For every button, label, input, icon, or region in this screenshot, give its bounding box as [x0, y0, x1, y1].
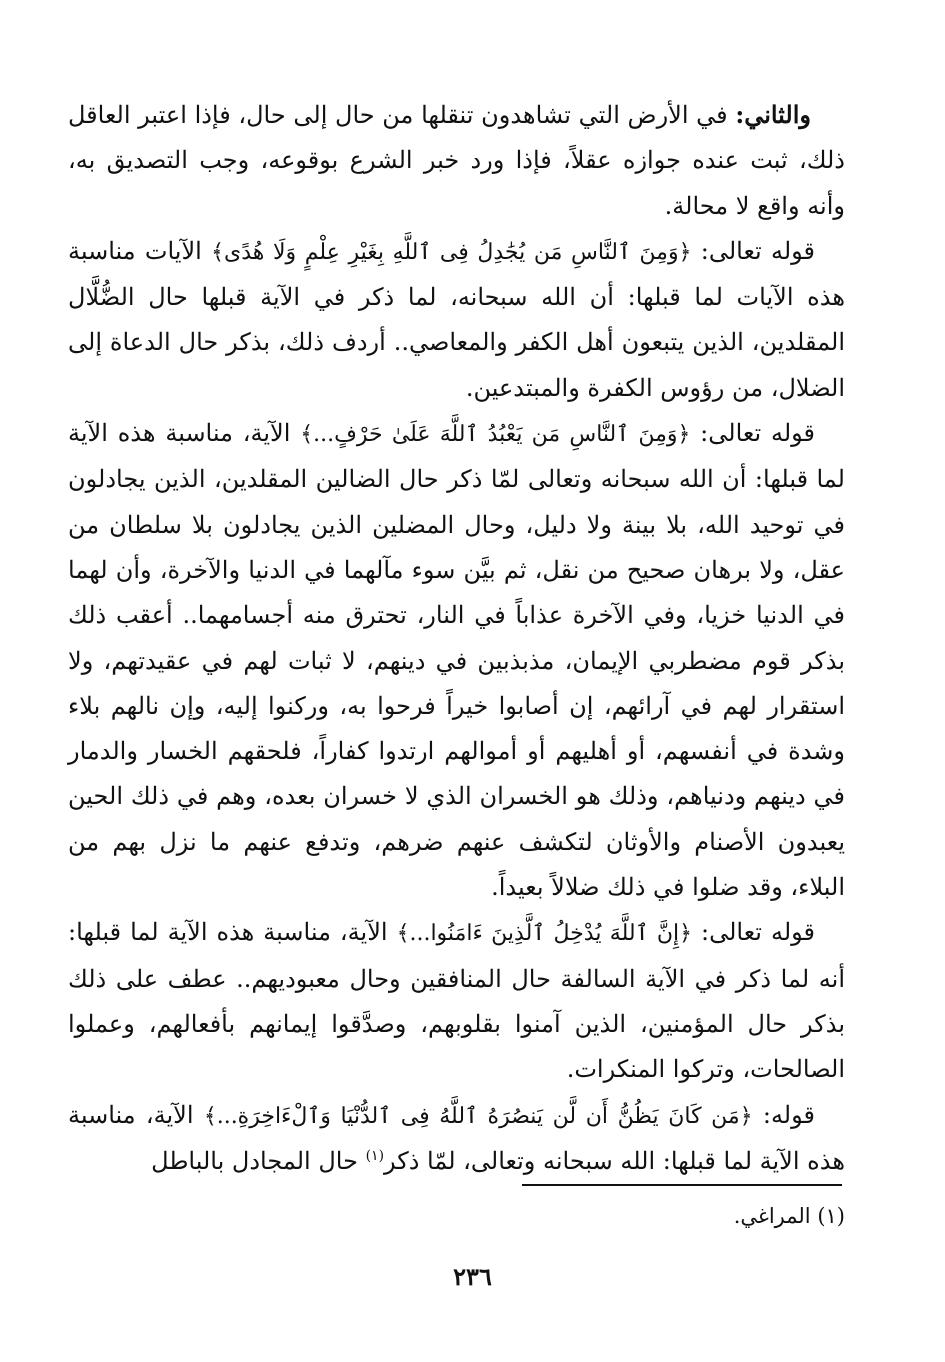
- footnote: (١) المراغي.: [733, 1204, 845, 1228]
- footnote-separator: [522, 1184, 842, 1186]
- footnote-marker: (١): [365, 1147, 385, 1164]
- quran-verse: ﴿وَمِنَ ٱلنَّاسِ مَن يُجَٰدِلُ فِى ٱللَّهِ بِغَيْرِ عِلْمٍ وَلَا هُدًى﴾: [211, 239, 692, 265]
- paragraph-text: الآيات مناسبة هذه الآيات لما قبلها: أن الله سبحانه، لما ذكر في الآية قبلها حال الضُّلَّال المقلدين، الذين يتبعون أهل الكفر والمعاصي.. أردف ذلك، بذكر حال الدعاة إلى الضلال، من رؤوس الكفرة والمبتدعين.: [68, 236, 845, 402]
- main-text: [68, 92, 845, 1184]
- paragraph-intro: قوله تعالى:: [690, 419, 816, 448]
- quran-verse: ﴿إِنَّ ٱللَّهَ يُدْخِلُ ٱلَّذِينَ ءَامَنُوا...﴾: [396, 921, 692, 947]
- paragraph-1: [68, 92, 845, 229]
- paragraph-text: الآية، مناسبة هذه الآية لما قبلها: أنه لما ذكر في الآية السالفة حال المنافقين وحال معبوديهم.. عطف على ذلك بذكر حال المؤمنين، الذين آمنوا بقلوبهم، وصدَّقوا إيمانهم بأفعالهم، وعملوا الصالحات، وتركوا المنكرات.: [68, 918, 845, 1084]
- paragraph-5: [68, 1093, 845, 1185]
- paragraph-lead: والثاني:: [735, 100, 811, 129]
- paragraph-text-continued: حال المجادل بالباطل: [151, 1146, 366, 1175]
- paragraph-4: [68, 910, 845, 1092]
- paragraph-2: [68, 229, 845, 411]
- paragraph-3: [68, 411, 845, 910]
- page-number: ٢٣٦: [453, 1262, 492, 1291]
- paragraph-text: الآية، مناسبة هذه الآية لما قبلها: الله سبحانه وتعالى، لمّا ذكر: [68, 1100, 845, 1175]
- paragraph-text: في الأرض التي تشاهدون تنقلها من حال إلى حال، فإذا اعتبر العاقل ذلك، ثبت عنده جوازه عقلاً، فإذا ورد خبر الشرع بوقوعه، وجب التصديق به، وأنه واقع لا محالة.: [68, 101, 845, 220]
- paragraph-intro: قوله:: [752, 1100, 815, 1129]
- paragraph-intro: قوله تعالى:: [691, 236, 816, 265]
- paragraph-intro: قوله تعالى:: [692, 918, 816, 947]
- quran-verse: ﴿وَمِنَ ٱلنَّاسِ مَن يَعْبُدُ ٱللَّهَ عَلَىٰ حَرْفٍ...﴾: [300, 422, 691, 448]
- quran-verse: ﴿مَن كَانَ يَظُنُّ أَن لَّن يَنصُرَهُ ٱللَّهُ فِى ٱلدُّنْيَا وَٱلْءَاخِرَةِ...﴾: [203, 1103, 753, 1129]
- paragraph-text: الآية، مناسبة هذه الآية لما قبلها: أن الله سبحانه وتعالى لمّا ذكر حال الضالين المقلدين، الذين يجادلون في توحيد الله، بلا بينة ولا دليل، وحال المضلين الذين يجادلون بلا سلطان من عقل، ولا برهان صحيح من نقل، ثم بيَّن سوء مآلهما في الدنيا والآخرة، وأن لهما في الدنيا خزيا، وفي الآخرة عذاباً في النار، تحترق منه أجسامهما.. أعقب ذلك بذكر قوم مضطربي الإيمان، مذبذبين في دينهم، لا ثبات لهم في عقيدتهم، ولا استقرار لهم في آرائهم، إن أصابوا خيراً فرحوا به، وركنوا إليه، وإن نالهم بلاء وشدة في أنفسهم، أو أهليهم أو أموالهم ارتدوا كفاراً، فلحقهم الخسار والدمار في دينهم ودنياهم، وذلك هو الخسران الذي لا خسران بعده، وهم في ذلك الحين يعبدون الأصنام والأوثان لتكشف عنهم ضرهم، وتدفع عنهم ما نزل بهم من البلاء، وقد ضلوا في ذلك ضلالاً بعيداً.: [68, 419, 845, 902]
